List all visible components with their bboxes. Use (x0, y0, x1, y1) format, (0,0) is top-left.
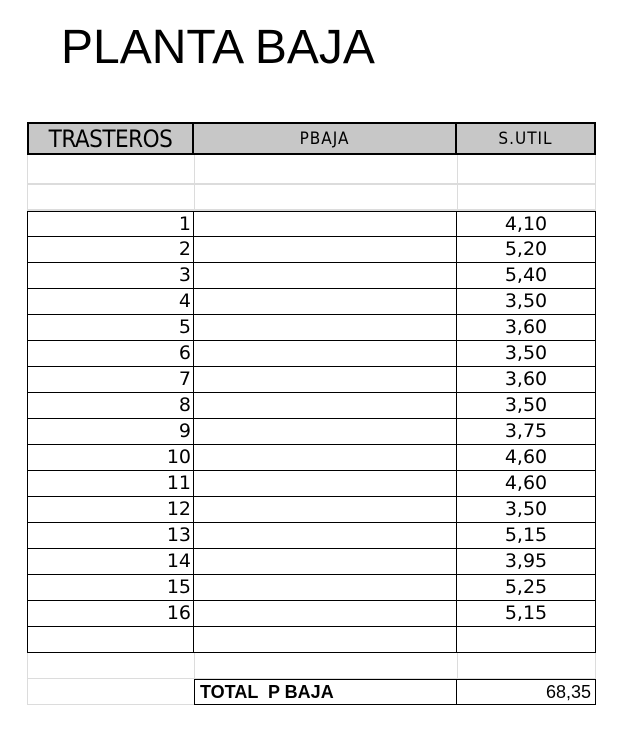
table-row (27, 263, 596, 289)
table-header-row (27, 122, 596, 155)
pbaja-cell (194, 341, 457, 367)
pbaja-cell (194, 549, 457, 575)
total-label: TOTAL P BAJA (194, 679, 457, 705)
useful-area-cell: 5,15 (457, 601, 596, 627)
empty-cell (194, 185, 457, 211)
storage-table (27, 122, 596, 705)
empty-cell (27, 653, 194, 679)
storage-number-cell: 9 (27, 419, 194, 445)
page-title: PLANTA BAJA (61, 21, 375, 74)
storage-number-cell: 16 (27, 601, 194, 627)
table-row (27, 211, 596, 237)
table-row (27, 393, 596, 419)
table-row (27, 549, 596, 575)
spacer-row (27, 185, 596, 211)
empty-cell (194, 653, 457, 679)
storage-number-cell: 13 (27, 523, 194, 549)
useful-area-cell: 3,95 (457, 549, 596, 575)
storage-number-cell: 1 (27, 211, 194, 237)
table-body (27, 211, 596, 627)
table-row (27, 471, 596, 497)
empty-row (27, 627, 596, 653)
table-row (27, 497, 596, 523)
useful-area-cell: 5,25 (457, 575, 596, 601)
pbaja-cell (194, 575, 457, 601)
useful-area-cell: 3,50 (457, 497, 596, 523)
empty-cell (27, 155, 194, 185)
useful-area-cell: 5,20 (457, 237, 596, 263)
pbaja-cell (194, 393, 457, 419)
useful-area-cell: 3,50 (457, 289, 596, 315)
pbaja-cell (194, 315, 457, 341)
storage-number-cell: 11 (27, 471, 194, 497)
table-row (27, 289, 596, 315)
column-header-sutil: S.UTIL (457, 122, 596, 155)
storage-number-cell: 5 (27, 315, 194, 341)
pbaja-cell (194, 497, 457, 523)
spacer-row (27, 653, 596, 679)
empty-cell (27, 185, 194, 211)
storage-number-cell: 12 (27, 497, 194, 523)
useful-area-cell: 3,50 (457, 393, 596, 419)
table-row (27, 575, 596, 601)
useful-area-cell: 4,60 (457, 445, 596, 471)
storage-number-cell: 4 (27, 289, 194, 315)
useful-area-cell: 3,50 (457, 341, 596, 367)
storage-number-cell: 7 (27, 367, 194, 393)
table-row (27, 601, 596, 627)
empty-cell (457, 185, 596, 211)
table-row (27, 341, 596, 367)
empty-cell (457, 155, 596, 185)
table-row (27, 367, 596, 393)
empty-cell (457, 627, 596, 653)
pbaja-cell (194, 211, 457, 237)
storage-number-cell: 10 (27, 445, 194, 471)
useful-area-cell: 3,75 (457, 419, 596, 445)
empty-cell (27, 679, 194, 705)
empty-cell (27, 627, 194, 653)
table-row (27, 523, 596, 549)
pbaja-cell (194, 367, 457, 393)
storage-number-cell: 2 (27, 237, 194, 263)
column-header-trasteros: TRASTEROS (27, 122, 194, 155)
pbaja-cell (194, 523, 457, 549)
empty-cell (194, 155, 457, 185)
storage-number-cell: 3 (27, 263, 194, 289)
empty-cell (457, 653, 596, 679)
pbaja-cell (194, 601, 457, 627)
useful-area-cell: 3,60 (457, 315, 596, 341)
useful-area-cell: 5,40 (457, 263, 596, 289)
pbaja-cell (194, 419, 457, 445)
total-row (27, 679, 596, 705)
storage-number-cell: 15 (27, 575, 194, 601)
table-row (27, 315, 596, 341)
table-row (27, 237, 596, 263)
useful-area-cell: 4,60 (457, 471, 596, 497)
empty-cell (194, 627, 457, 653)
useful-area-cell: 5,15 (457, 523, 596, 549)
useful-area-cell: 3,60 (457, 367, 596, 393)
storage-number-cell: 14 (27, 549, 194, 575)
column-header-pbaja: PBAJA (194, 122, 457, 155)
pbaja-cell (194, 237, 457, 263)
spacer-row (27, 155, 596, 185)
table-row (27, 419, 596, 445)
storage-number-cell: 6 (27, 341, 194, 367)
storage-number-cell: 8 (27, 393, 194, 419)
total-value: 68,35 (457, 679, 596, 705)
pbaja-cell (194, 445, 457, 471)
useful-area-cell: 4,10 (457, 211, 596, 237)
pbaja-cell (194, 289, 457, 315)
table-row (27, 445, 596, 471)
pbaja-cell (194, 263, 457, 289)
pbaja-cell (194, 471, 457, 497)
